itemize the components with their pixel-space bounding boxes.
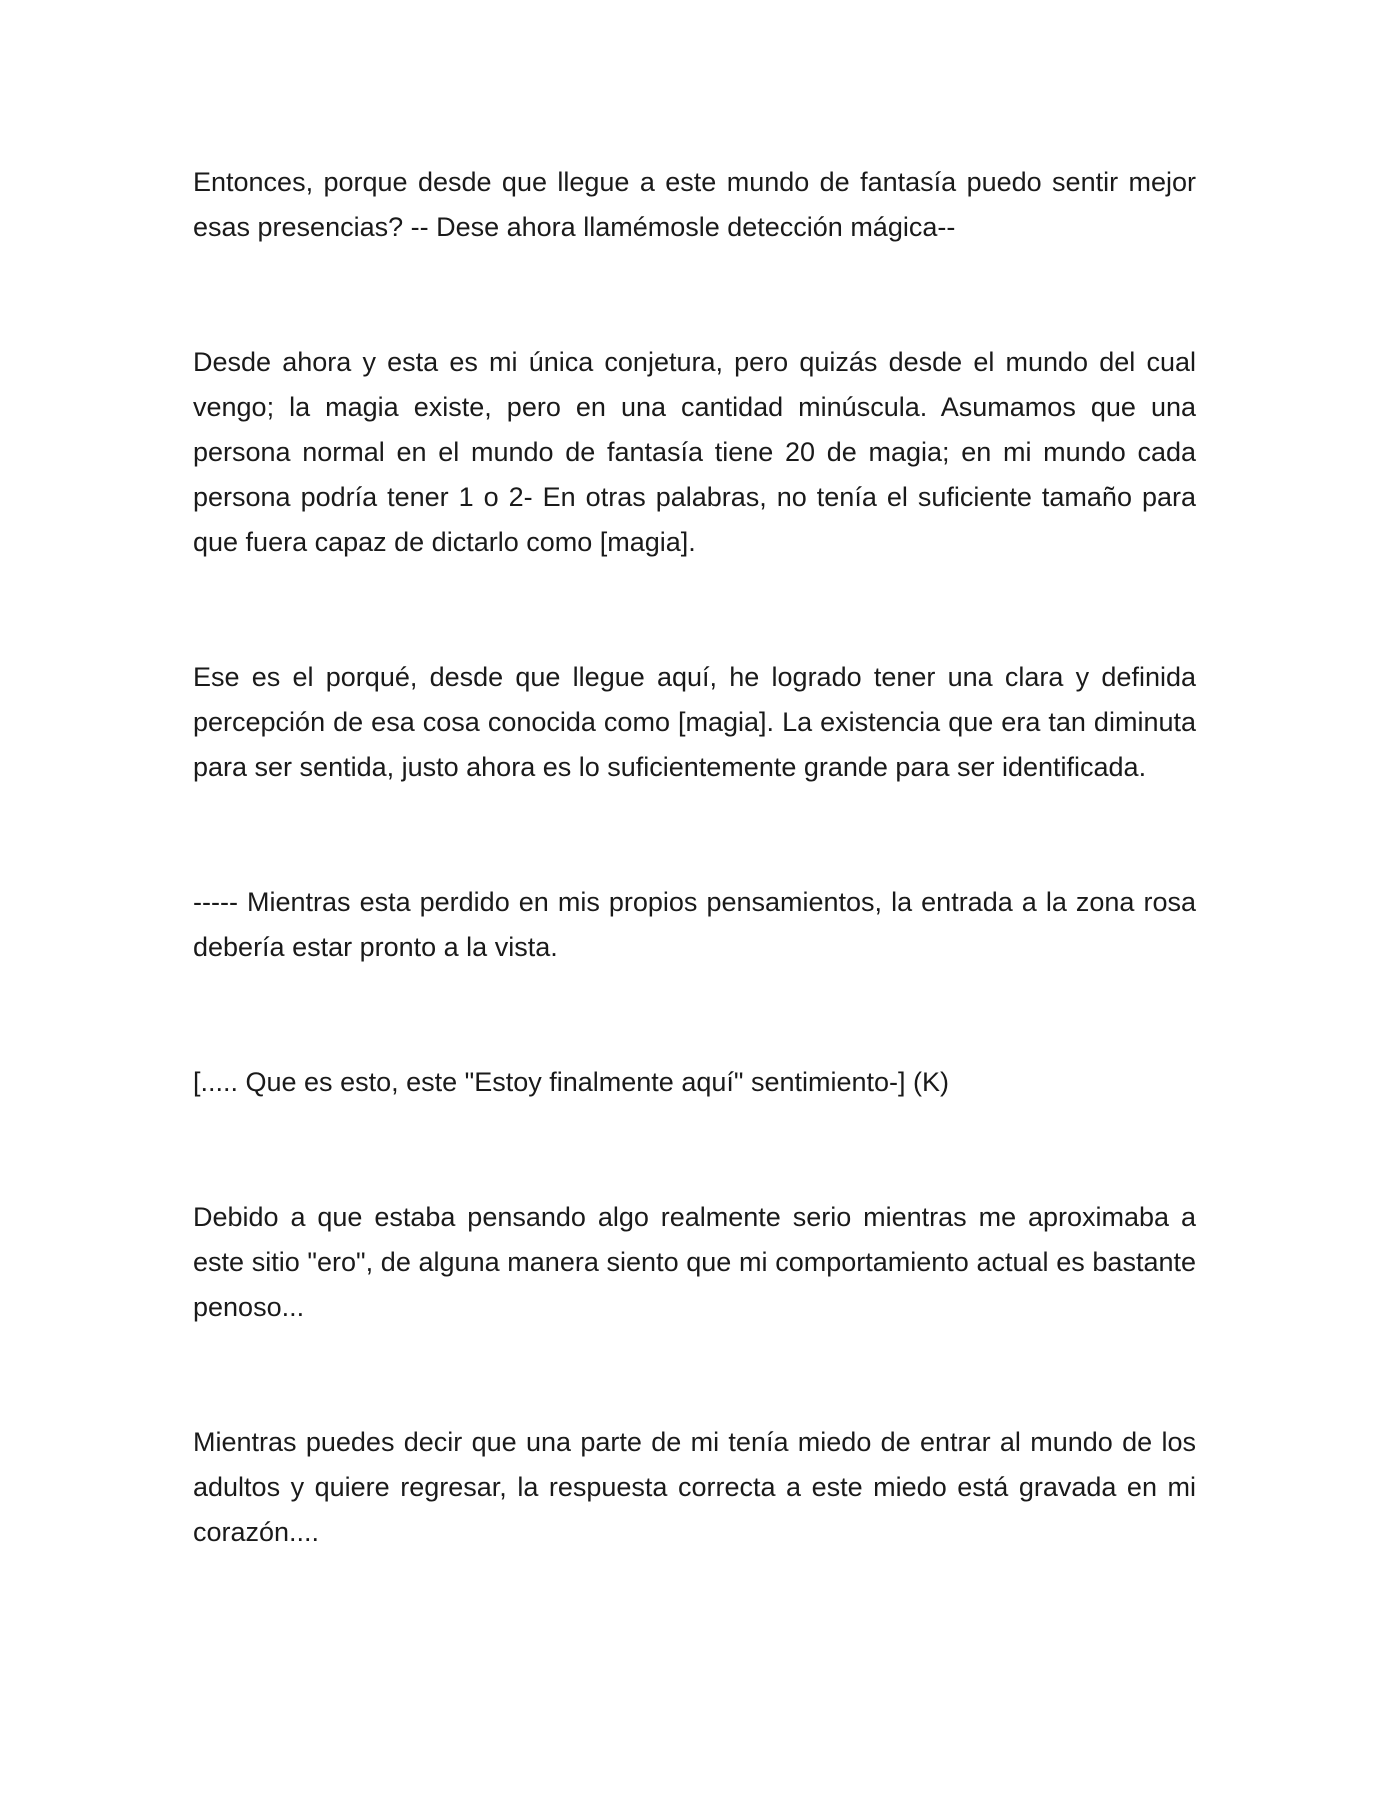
paragraph-spacer bbox=[193, 250, 1196, 340]
paragraph-6: Debido a que estaba pensando algo realmente serio mientras me aproximaba a este sitio "ero", de alguna manera siento que mi comportamiento actual es bastante penoso... bbox=[193, 1202, 1196, 1322]
paragraph-3: Ese es el porqué, desde que llegue aquí, he logrado tener una clara y definida percepción de esa cosa conocida como [magia]. La existencia que era tan diminuta para ser sentida, justo ahora es lo suficientemente grande para ser identificada. bbox=[193, 662, 1196, 782]
paragraph-7: Mientras puedes decir que una parte de mi tenía miedo de entrar al mundo de los adultos y quiere regresar, la respuesta correcta a este miedo está gravada en mi corazón.... bbox=[193, 1427, 1196, 1547]
paragraph-spacer bbox=[193, 565, 1196, 655]
paragraph-1: Entonces, porque desde que llegue a este mundo de fantasía puedo sentir mejor esas presencias? -- Dese ahora llamémosle detección mágica-- bbox=[193, 167, 1196, 242]
paragraph-4: ----- Mientras esta perdido en mis propios pensamientos, la entrada a la zona rosa debería estar pronto a la vista. bbox=[193, 887, 1196, 962]
paragraph-spacer bbox=[193, 1105, 1196, 1195]
paragraph-spacer bbox=[193, 970, 1196, 1060]
paragraph-spacer bbox=[193, 1330, 1196, 1420]
paragraph-spacer bbox=[193, 790, 1196, 880]
paragraph-2: Desde ahora y esta es mi única conjetura, pero quizás desde el mundo del cual vengo; la magia existe, pero en una cantidad minúscula. Asumamos que una persona normal en el mundo de fantasía tiene 20 de magia; en mi mundo cada persona podría tener 1 o 2- En otras palabras, no tenía el suficiente tamaño para que fuera capaz de dictarlo como [magia]. bbox=[193, 347, 1196, 557]
document-body bbox=[193, 160, 1196, 1555]
paragraph-5: [..... Que es esto, este "Estoy finalmente aquí" sentimiento-] (K) bbox=[193, 1067, 950, 1097]
